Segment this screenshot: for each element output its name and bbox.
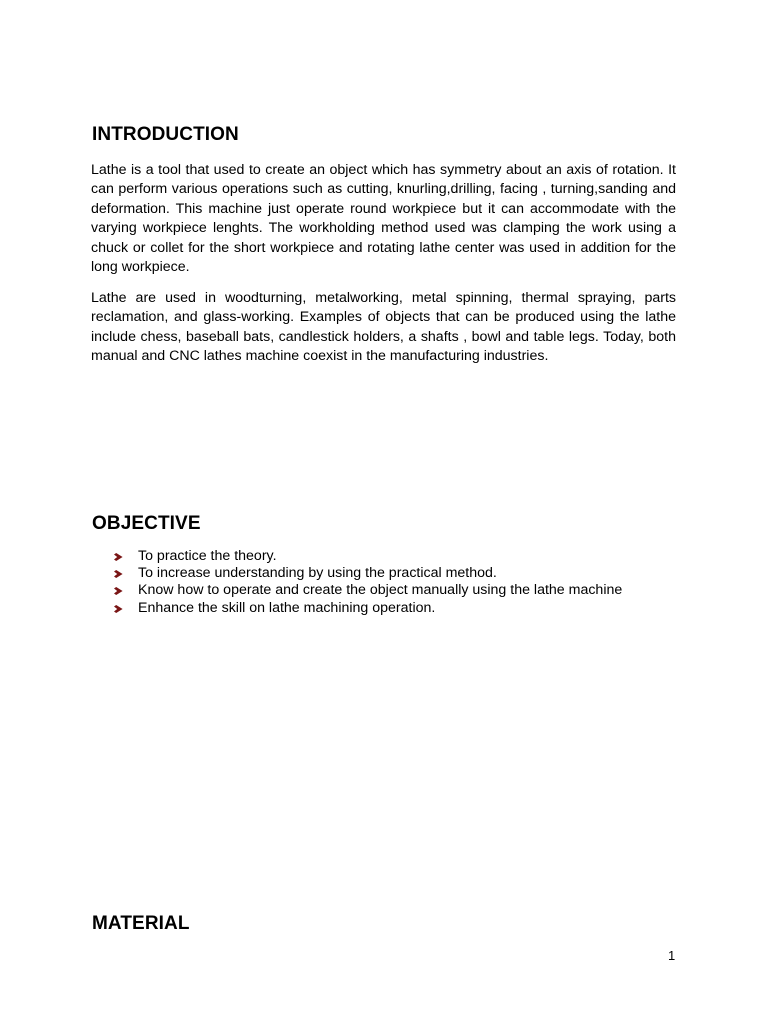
objective-item-text: Know how to operate and create the object manually using the lathe machine <box>138 582 623 599</box>
objective-list-item <box>114 582 622 599</box>
introduction-paragraph-2: Lathe are used in woodturning, metalworking, metal spinning, thermal spraying, parts reclamation, and glass-working. Examples of objects that can be produced using the lathe include chess, baseball bats, candlestick holders, a shafts , bowl and table legs. Today, both manual and CNC lathes machine coexist in the manufacturing industries. <box>91 290 676 365</box>
objective-list-item <box>114 565 622 582</box>
arrow-bullet-icon <box>114 570 123 578</box>
page-number: 1 <box>668 948 676 963</box>
objective-heading: OBJECTIVE <box>92 513 201 534</box>
objective-list-item <box>114 600 622 617</box>
objective-list-item <box>114 548 622 565</box>
arrow-bullet-icon <box>114 553 123 561</box>
objective-item-text: To practice the theory. <box>138 548 277 564</box>
arrow-bullet-icon <box>114 605 123 613</box>
introduction-paragraph-1: Lathe is a tool that used to create an object which has symmetry about an axis of rotation. It can perform various operations such as cutting, knurling,drilling, facing , turning,sanding and deformation. This machine just operate round workpiece but it can accommodate with the varying workpiece lenghts. The workholding method used was clamping the work using a chuck or collet for the short workpiece and rotating lathe center was used in addition for the long workpiece. <box>91 162 676 276</box>
arrow-bullet-icon <box>114 587 123 595</box>
material-heading: MATERIAL <box>92 913 190 934</box>
objective-item-text: To increase understanding by using the practical method. <box>138 565 497 582</box>
introduction-heading: INTRODUCTION <box>92 124 239 145</box>
objective-item-text: Enhance the skill on lathe machining operation. <box>138 599 436 616</box>
objective-list <box>114 548 622 617</box>
